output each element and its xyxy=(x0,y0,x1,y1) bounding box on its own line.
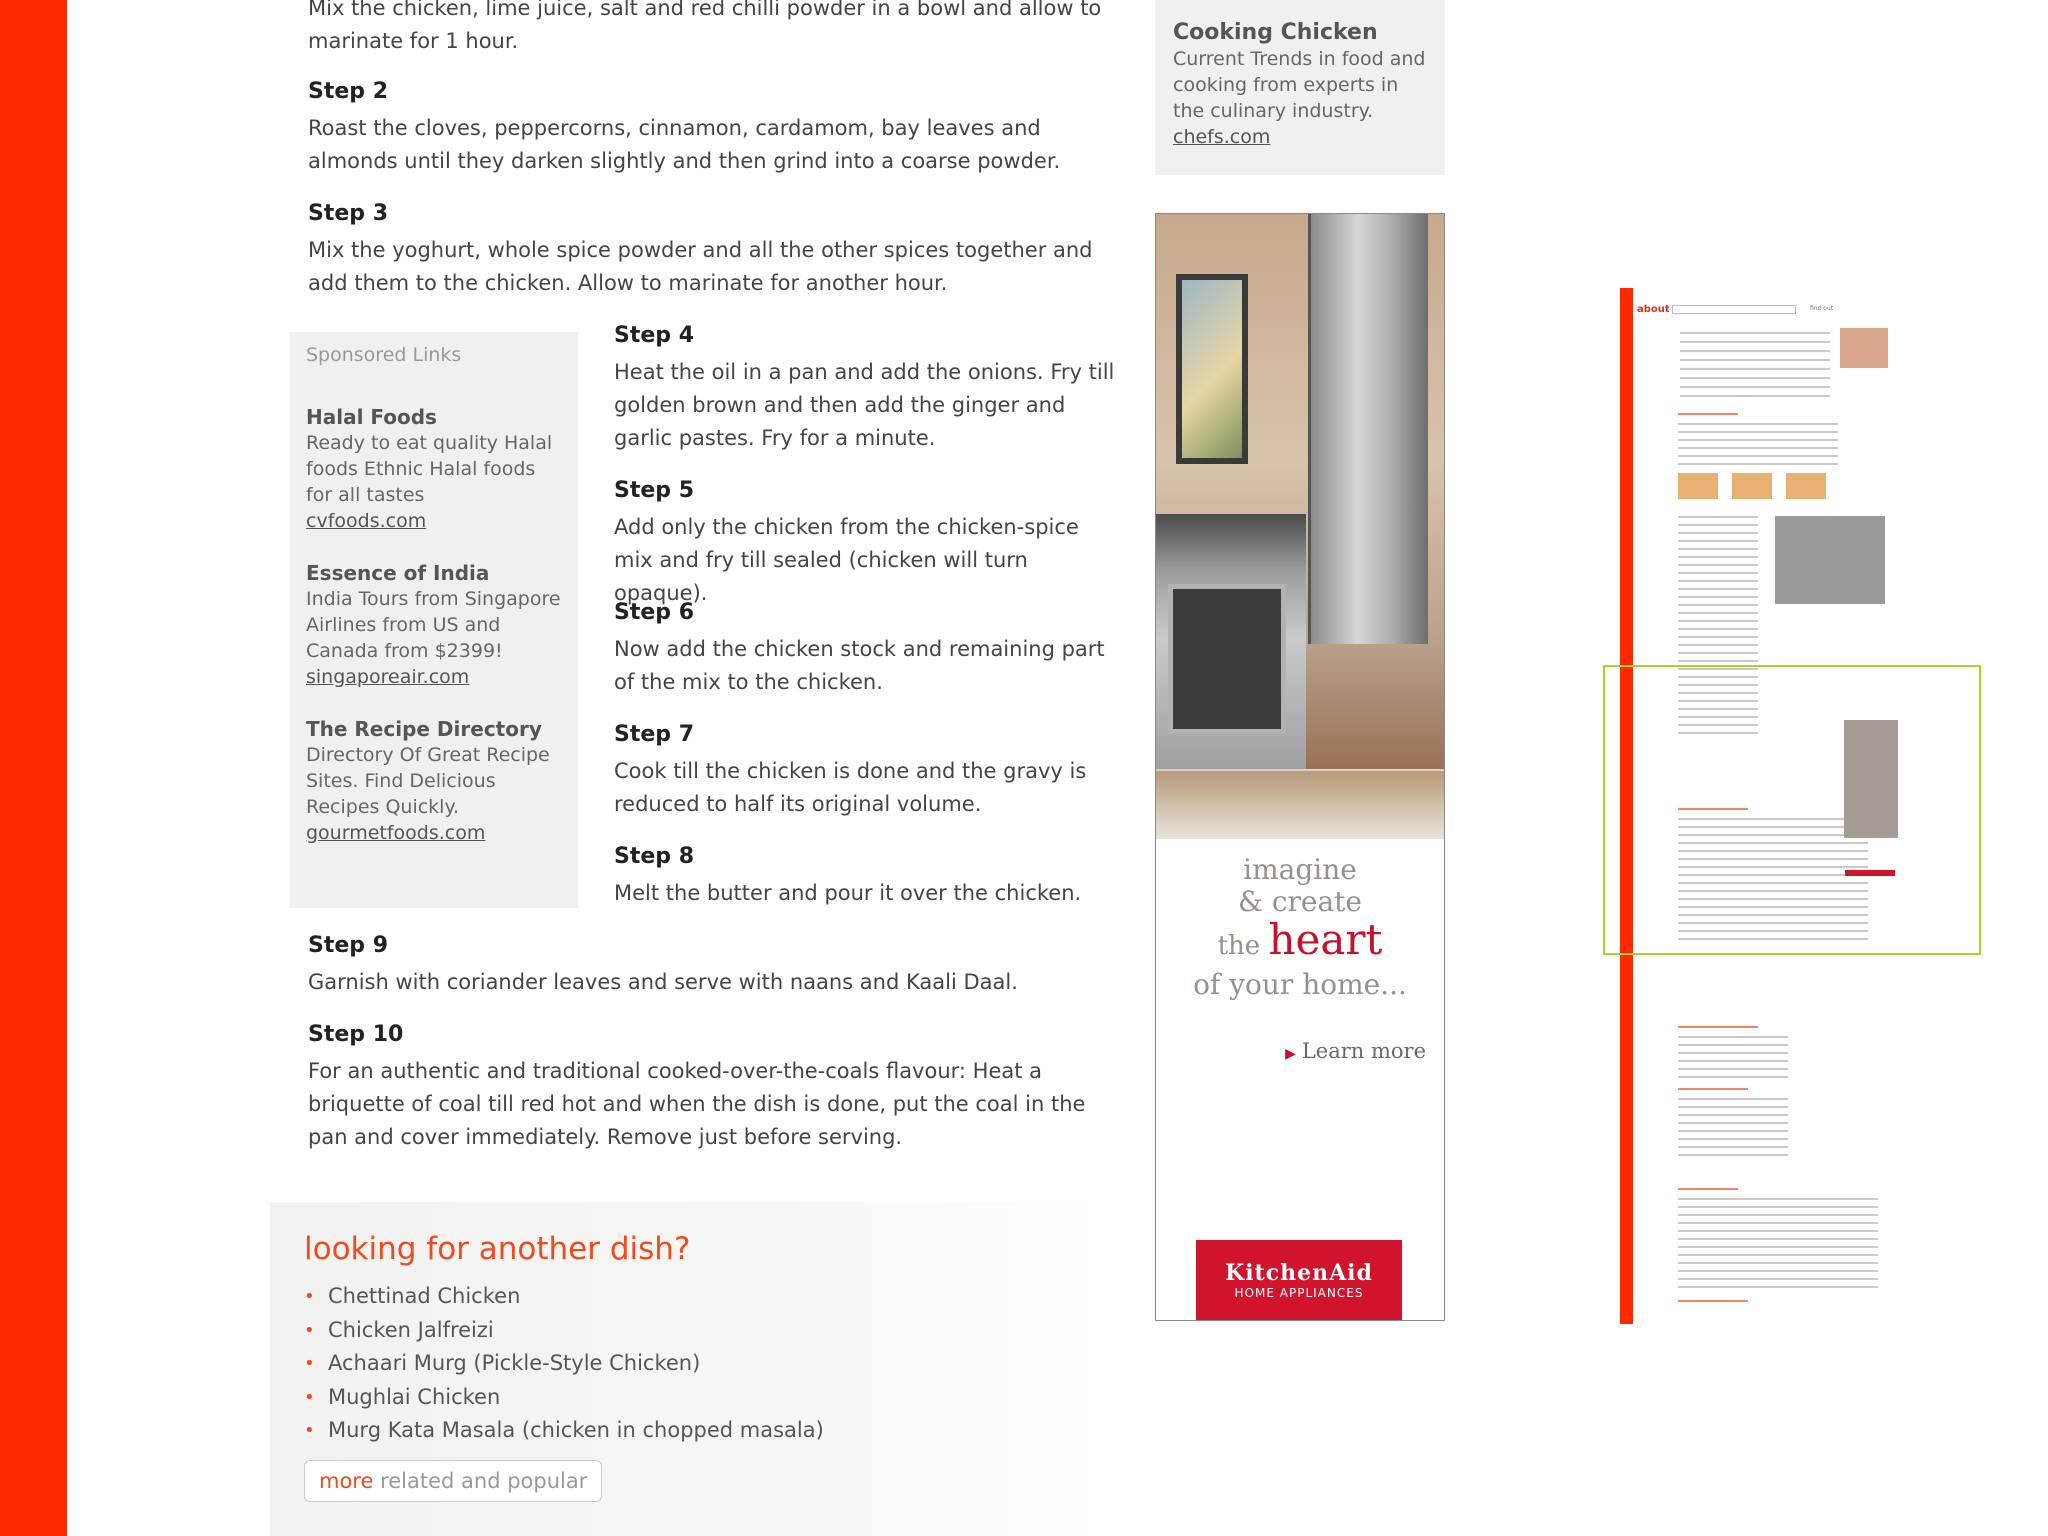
ad-tagline xyxy=(1156,854,1444,1002)
step-text: Mix the yoghurt, whole spice powder and all the other spices together and add them to the chicken. Allow to marinate for another hour. xyxy=(308,238,1093,295)
minimap-text-line xyxy=(1678,1026,1758,1028)
minimap-image-block xyxy=(1840,328,1888,368)
minimap-text-line xyxy=(1678,644,1758,646)
ad-tagline-line: & create xyxy=(1238,885,1362,918)
minimap-text-line xyxy=(1678,1106,1788,1108)
sponsored-entry xyxy=(306,716,562,846)
step-text: Garnish with coriander leaves and serve with naans and Kaali Daal. xyxy=(308,970,1018,994)
minimap-text-line xyxy=(1678,1270,1878,1272)
minimap-text-line xyxy=(1678,1114,1788,1116)
cooking-title[interactable]: Cooking Chicken xyxy=(1173,20,1378,45)
dish-list xyxy=(304,1280,1066,1448)
cooking-chicken-box xyxy=(1155,0,1445,175)
minimap-text-line xyxy=(1678,1254,1878,1256)
minimap-text-line xyxy=(1678,636,1758,638)
minimap-text-line xyxy=(1678,1098,1788,1100)
minimap-text-line xyxy=(1678,532,1758,534)
ad-fridge-shape xyxy=(1308,214,1428,644)
minimap-text-line xyxy=(1678,1222,1878,1224)
minimap-text-line xyxy=(1678,1262,1878,1264)
step-text: Melt the butter and pour it over the chicken. xyxy=(614,881,1082,905)
more-rest: related and popular xyxy=(380,1468,588,1493)
sponsored-link[interactable]: cvfoods.com xyxy=(306,510,427,532)
sponsored-heading: Sponsored Links xyxy=(306,344,462,366)
minimap-text-line xyxy=(1680,332,1830,334)
minimap-text-line xyxy=(1678,652,1758,654)
minimap-text-line xyxy=(1678,1044,1788,1046)
step-1 xyxy=(308,0,1128,58)
more-related-button[interactable] xyxy=(304,1460,602,1502)
cooking-link[interactable]: chefs.com xyxy=(1173,126,1271,148)
step-title: Step 7 xyxy=(614,722,694,747)
minimap-text-line xyxy=(1678,1060,1788,1062)
ad-tagline-line xyxy=(1156,915,1444,968)
step-title: Step 6 xyxy=(614,600,694,625)
sponsored-desc: Directory Of Great Recipe Sites. Find Delicious Recipes Quickly. xyxy=(306,744,550,818)
minimap-image-block xyxy=(1786,473,1826,499)
minimap-logo: about xyxy=(1637,304,1670,315)
minimap-text-line xyxy=(1678,524,1758,526)
sponsored-entry xyxy=(306,404,562,534)
minimap-image-block xyxy=(1775,516,1885,604)
minimap-text-line xyxy=(1678,572,1758,574)
step-3 xyxy=(308,200,1128,300)
step-title: Step 9 xyxy=(308,933,388,958)
more-word: more xyxy=(319,1468,374,1493)
step-8 xyxy=(614,843,1134,910)
another-dish-title: looking for another dish? xyxy=(304,1231,691,1267)
minimap-image-block xyxy=(1678,473,1718,499)
ad-window-shape xyxy=(1176,274,1248,464)
minimap-text-line xyxy=(1678,1188,1738,1190)
minimap-text-line xyxy=(1680,350,1830,352)
step-title: Step 4 xyxy=(614,323,694,348)
minimap-text-line xyxy=(1678,1122,1788,1124)
minimap-text-line xyxy=(1678,1198,1878,1200)
minimap-text-line xyxy=(1678,556,1758,558)
ad-tagline-word: the xyxy=(1217,931,1261,961)
minimap-text-line xyxy=(1678,423,1838,425)
sponsored-title[interactable]: The Recipe Directory xyxy=(306,717,542,741)
minimap-text-line xyxy=(1678,413,1738,415)
minimap-text-line xyxy=(1678,1052,1788,1054)
minimap-text-line xyxy=(1680,368,1830,370)
arrow-right-icon: ▶ xyxy=(1285,1046,1296,1062)
sponsored-title[interactable]: Essence of India xyxy=(306,561,490,585)
step-title: Step 8 xyxy=(614,844,694,869)
minimap-text-line xyxy=(1678,1206,1878,1208)
step-10 xyxy=(308,1021,1128,1154)
minimap-text-line xyxy=(1678,516,1758,518)
sponsored-link[interactable]: singaporeair.com xyxy=(306,666,470,688)
dish-link[interactable]: • Chettinad Chicken xyxy=(304,1280,1066,1314)
minimap-text-line xyxy=(1678,1214,1878,1216)
step-5 xyxy=(614,477,1124,610)
step-2 xyxy=(308,78,1128,178)
minimap-text-line xyxy=(1678,604,1758,606)
ad-learn-more-label: Learn more xyxy=(1301,1039,1426,1063)
dish-link[interactable]: • Achaari Murg (Pickle-Style Chicken) xyxy=(304,1347,1066,1381)
minimap-text-line xyxy=(1678,1076,1788,1078)
step-1-text: Mix the chicken, lime juice, salt and red chilli powder in a bowl and allow to marinate for 1 hour. xyxy=(308,0,1102,53)
sponsored-links-panel xyxy=(290,332,578,908)
ad-tagline-heart: heart xyxy=(1268,915,1383,964)
minimap-text-line xyxy=(1678,1088,1748,1090)
minimap-text-line xyxy=(1680,377,1830,379)
minimap-text-line xyxy=(1680,359,1830,361)
step-text: Add only the chicken from the chicken-spice mix and fry till sealed (chicken will turn opaque). xyxy=(614,515,1079,605)
minimap-text-line xyxy=(1678,540,1758,542)
minimap-text-line xyxy=(1678,1036,1788,1038)
minimap-text-line xyxy=(1678,588,1758,590)
step-title: Step 10 xyxy=(308,1022,404,1047)
kitchenaid-logo-brand: KitchenAid xyxy=(1225,1260,1373,1286)
minimap-text-line xyxy=(1678,1138,1788,1140)
step-text: Cook till the chicken is done and the gravy is reduced to half its original volume. xyxy=(614,759,1087,816)
minimap-text-line xyxy=(1678,1286,1878,1288)
minimap-text-line xyxy=(1680,341,1830,343)
sponsored-desc: India Tours from Singapore Airlines from US and Canada from $2399! xyxy=(306,588,561,662)
ad-learn-more-link[interactable] xyxy=(1285,1039,1426,1063)
minimap-text-line xyxy=(1678,447,1838,449)
step-title: Step 5 xyxy=(614,478,694,503)
step-text: Now add the chicken stock and remaining part of the mix to the chicken. xyxy=(614,637,1105,694)
minimap-find-out: find out xyxy=(1810,305,1834,312)
minimap-text-line xyxy=(1678,1278,1878,1280)
minimap-text-line xyxy=(1678,612,1758,614)
step-text: For an authentic and traditional cooked-over-the-coals flavour: Heat a briquette of coal till red hot and when the dish is done, put the coal in the pan and cover immediately. Remove just before serving. xyxy=(308,1059,1086,1149)
step-text: Roast the cloves, peppercorns, cinnamon, cardamom, bay leaves and almonds until they darken slightly and then grind into a coarse powder. xyxy=(308,116,1061,173)
sponsored-entry xyxy=(306,560,562,690)
kitchenaid-ad[interactable] xyxy=(1155,213,1445,1321)
minimap-text-line xyxy=(1680,386,1830,388)
minimap-text-line xyxy=(1678,620,1758,622)
cooking-desc: Current Trends in food and cooking from experts in the culinary industry. xyxy=(1173,48,1426,122)
minimap-text-line xyxy=(1678,463,1838,465)
minimap-viewport-indicator[interactable] xyxy=(1603,665,1981,955)
minimap-text-line xyxy=(1678,596,1758,598)
another-dish-panel xyxy=(270,1202,1100,1536)
minimap-text-line xyxy=(1678,455,1838,457)
minimap-text-line xyxy=(1680,395,1830,397)
dish-link[interactable]: • Chicken Jalfreizi xyxy=(304,1314,1066,1348)
minimap-text-line xyxy=(1678,1154,1788,1156)
kitchenaid-logo-sub: HOME APPLIANCES xyxy=(1234,1286,1364,1300)
minimap-text-line xyxy=(1678,660,1758,662)
minimap-image-block xyxy=(1732,473,1772,499)
minimap-text-line xyxy=(1678,431,1838,433)
minimap-text-line xyxy=(1678,1230,1878,1232)
sponsored-title[interactable]: Halal Foods xyxy=(306,405,437,429)
minimap-text-line xyxy=(1678,439,1838,441)
ad-tagline-line: imagine xyxy=(1243,853,1357,886)
minimap-text-line xyxy=(1678,1246,1878,1248)
step-title: Step 3 xyxy=(308,201,388,226)
kitchenaid-logo[interactable] xyxy=(1196,1240,1402,1320)
ad-tagline-line: of your home... xyxy=(1193,968,1407,1001)
minimap-text-line xyxy=(1678,1300,1748,1302)
ad-kitchen-photo xyxy=(1156,214,1444,829)
minimap-text-line xyxy=(1678,580,1758,582)
step-4 xyxy=(614,322,1124,455)
minimap-text-line xyxy=(1678,1238,1878,1240)
step-7 xyxy=(614,721,1124,821)
step-6 xyxy=(614,599,1124,699)
left-brand-bar xyxy=(0,0,67,1536)
minimap-text-line xyxy=(1678,564,1758,566)
minimap-text-line xyxy=(1678,548,1758,550)
minimap-search-box xyxy=(1672,305,1796,314)
dish-link[interactable]: • Mughlai Chicken xyxy=(304,1381,1066,1415)
step-9 xyxy=(308,932,1128,999)
step-text: Heat the oil in a pan and add the onions. Fry till golden brown and then add the ginger and garlic pastes. Fry for a minute. xyxy=(614,360,1115,450)
sponsored-link[interactable]: gourmetfoods.com xyxy=(306,822,486,844)
dish-link[interactable]: • Murg Kata Masala (chicken in chopped masala) xyxy=(304,1414,1066,1448)
sponsored-desc: Ready to eat quality Halal foods Ethnic Halal foods for all tastes xyxy=(306,432,553,506)
minimap-text-line xyxy=(1678,1068,1788,1070)
step-title: Step 2 xyxy=(308,79,388,104)
ad-counter-shape xyxy=(1156,769,1444,839)
minimap-text-line xyxy=(1678,1146,1788,1148)
ad-oven-shape xyxy=(1168,584,1286,734)
minimap-text-line xyxy=(1678,1130,1788,1132)
minimap-text-line xyxy=(1678,628,1758,630)
